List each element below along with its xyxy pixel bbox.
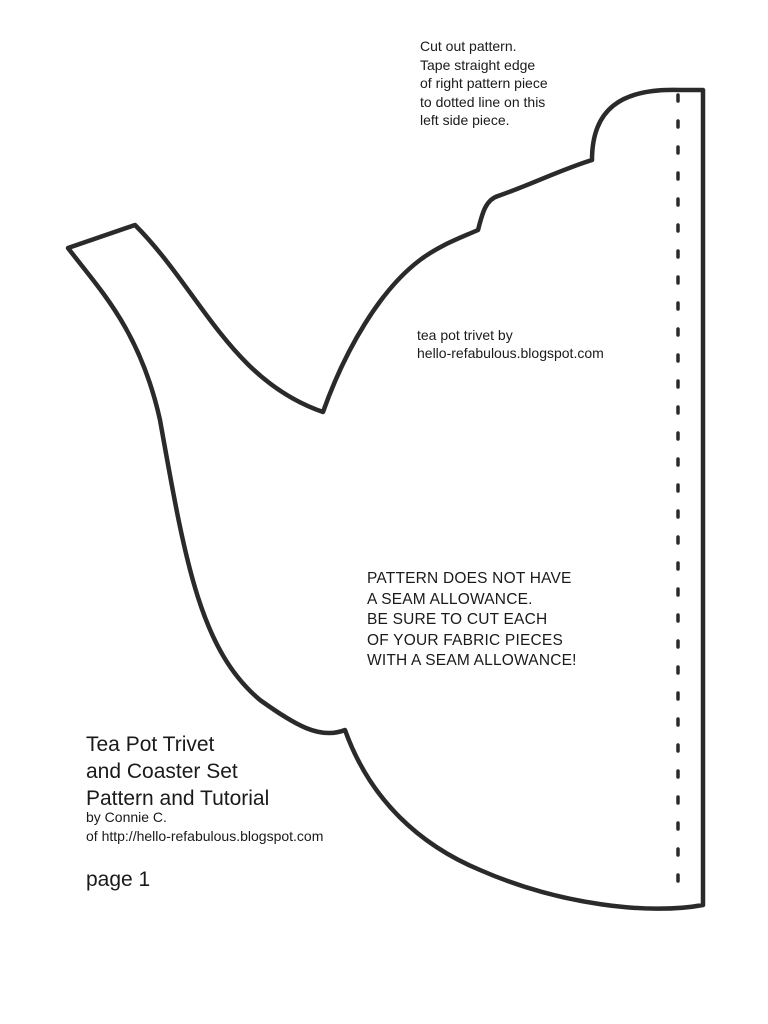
title-line: Pattern and Tutorial [86, 787, 270, 810]
cut-instructions [420, 37, 548, 130]
title-line: Tea Pot Trivet [86, 733, 215, 756]
byline-url: of http://hello-refabulous.blogspot.com [86, 827, 324, 844]
cut-instructions-line: left side piece. [420, 112, 510, 129]
document-title [86, 731, 269, 812]
credit-note-line: tea pot trivet by [417, 327, 513, 343]
byline-author: by Connie C. [86, 809, 167, 825]
seam-allowance-warning [367, 569, 577, 672]
cut-instructions-line: Cut out pattern. [420, 38, 517, 54]
warning-line: A SEAM ALLOWANCE. [367, 590, 533, 608]
warning-line: BE SURE TO CUT EACH [367, 611, 548, 628]
page-number: page 1 [86, 868, 151, 891]
credit-note-line: hello-refabulous.blogspot.com [417, 345, 604, 361]
author-byline [86, 808, 323, 845]
cut-instructions-line: to dotted line on this [420, 93, 546, 110]
cut-instructions-line: of right pattern piece [420, 75, 548, 92]
warning-line: OF YOUR FABRIC PIECES [367, 631, 563, 649]
warning-line: PATTERN DOES NOT HAVE [367, 570, 572, 587]
title-line: and Coaster Set [86, 760, 238, 783]
warning-line: WITH A SEAM ALLOWANCE! [367, 652, 577, 669]
cut-instructions-line: Tape straight edge [420, 56, 536, 73]
credit-note [417, 326, 604, 362]
